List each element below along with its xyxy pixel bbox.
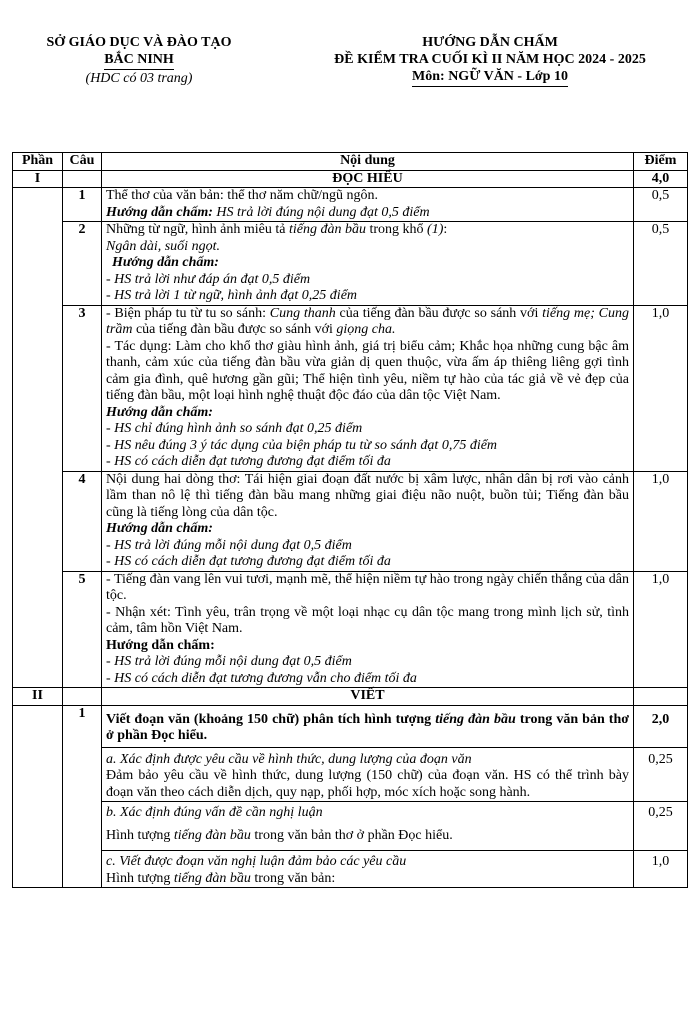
- text-emphasis: Cung thanh: [269, 305, 336, 321]
- question-score: 1,0: [634, 305, 688, 471]
- text-emphasis: tiếng đàn bầu: [288, 222, 366, 237]
- question-content: [102, 571, 634, 688]
- empty-cell: [63, 688, 102, 706]
- text-emphasis: tiếng mẹ; Cung trầm: [106, 305, 629, 337]
- guide-item: - HS có cách diễn đạt tương đương đạt điểm tối đa: [106, 454, 391, 469]
- answer-text: - Nhận xét: Tình yêu, trân trọng về một loại nhạc cụ dân tộc mang trong mình lịch sử, tình cảm, tâm hồn Việt Nam.: [106, 604, 629, 636]
- answer-text: Nội dung hai dòng thơ: Tái hiện giai đoạn đất nước bị xâm lược, nhân dân bị rơi vào cảnh lầm than nô lệ thì tiếng đàn bầu mang những giai điệu não nuột, buồn tủi; Tiếng đàn bầu cũng là tiếng lòng của dân tộc.: [106, 471, 629, 520]
- section-title: ĐỌC HIỂU: [102, 170, 634, 188]
- text-segment: - Biện pháp tu từ tu so sánh:: [106, 305, 270, 321]
- part-cell-empty: [13, 705, 63, 888]
- criterion-c: [102, 851, 634, 888]
- exam-title: ĐỀ KIỂM TRA CUỐI KÌ II NĂM HỌC 2024 - 2025: [334, 52, 646, 67]
- question-score: 0,5: [634, 222, 688, 306]
- table-row: [13, 188, 688, 222]
- text-segment: trong văn bản thơ ở phần Đọc hiểu.: [106, 711, 630, 743]
- section-title: VIẾT: [102, 688, 634, 706]
- table-row: [13, 851, 688, 888]
- writing-title: [102, 705, 634, 747]
- table-row: [13, 222, 688, 306]
- subject-line: Môn: NGỮ VĂN - Lớp 10: [412, 68, 568, 87]
- header-part: Phần: [13, 153, 63, 171]
- text-segment: Viết đoạn văn (khoảng 150 chữ) phân tích hình tượng: [106, 711, 436, 727]
- section-row-writing: [13, 688, 688, 706]
- table-row: [13, 802, 688, 851]
- grading-table: [12, 152, 688, 888]
- answer-text: - Tác dụng: Làm cho khổ thơ giàu hình ảnh, giá trị biểu cảm; Khắc họa những cung bậc âm thanh, cảm xúc của tiếng đàn bầu vừa giản dị quen thuộc, vừa ấm áp thiêng liêng gợi tình cảm gia đình, quê hương gần gũi; Thể hiện tình yêu, niềm tự hào của tác giả về vẻ đẹp của tiếng đàn bầu, một loại hình nghệ thuật độc đáo của dân tộc Việt Nam.: [106, 338, 629, 403]
- question-number: 2: [63, 222, 102, 306]
- question-content: [102, 222, 634, 306]
- question-content: [102, 471, 634, 571]
- guide-label: Hướng dẫn chấm:: [106, 404, 213, 420]
- header-score: Điểm: [634, 153, 688, 171]
- text-segment: trong văn bản:: [250, 870, 336, 886]
- text-emphasis: (1): [427, 222, 444, 237]
- question-score: 2,0: [634, 705, 688, 747]
- text-segment: Những từ ngữ, hình ảnh miêu tả: [106, 222, 289, 237]
- guide-item: - HS trả lời đúng mỗi nội dung đạt 0,5 điểm: [106, 654, 352, 669]
- header-right: [300, 34, 680, 87]
- question-score: 1,0: [634, 471, 688, 571]
- criterion-score: 0,25: [634, 802, 688, 851]
- text-segment: trong khổ: [365, 222, 428, 237]
- guide-item: - HS có cách diễn đạt tương đương đạt điểm tối đa: [106, 554, 391, 569]
- text-segment: trong văn bản thơ ở phần Đọc hiểu.: [250, 827, 453, 843]
- guide-label: Hướng dẫn chấm:: [106, 204, 213, 220]
- guide-label: Hướng dẫn chấm:: [106, 521, 213, 536]
- guide-title: HƯỚNG DẪN CHẤM: [422, 35, 558, 50]
- guide-label: Hướng dẫn chấm:: [106, 637, 215, 653]
- text-segment: :: [443, 222, 448, 237]
- criterion-text: Đảm bảo yêu cầu về hình thức, dung lượng (150 chữ) của đoạn văn. HS có thể trình bày đoạn văn theo cách diễn dịch, quy nạp, phối hợp, móc xích hoặc song hành.: [106, 768, 629, 800]
- text-emphasis: tiếng đàn bầu: [173, 870, 251, 886]
- section-part: I: [13, 170, 63, 188]
- guide-label: Hướng dẫn chấm:: [112, 255, 219, 270]
- table-row: [13, 305, 688, 471]
- province-name: BẮC NINH: [104, 51, 174, 70]
- text-emphasis: tiếng đàn bầu: [173, 827, 251, 843]
- answer-text: Ngân dài, suối ngọt.: [106, 238, 220, 254]
- table-row: [13, 571, 688, 688]
- question-number: 1: [63, 705, 102, 888]
- empty-cell: [634, 688, 688, 706]
- header-content: Nội dung: [102, 153, 634, 171]
- text-segment: của tiếng đàn bầu được so sánh với: [335, 305, 543, 321]
- question-number: 1: [63, 188, 102, 222]
- header-question: Câu: [63, 153, 102, 171]
- guide-item: - HS có cách diễn đạt tương đương vẫn cho điểm tối đa: [106, 670, 417, 686]
- question-content: [102, 188, 634, 222]
- criterion-label: a. Xác định được yêu cầu về hình thức, dung lượng của đoạn văn: [106, 751, 472, 767]
- question-content: [102, 305, 634, 471]
- section-row-reading: [13, 170, 688, 188]
- question-number: 5: [63, 571, 102, 688]
- text-segment: Hình tượng: [106, 827, 174, 843]
- guide-item: - HS nêu đúng 3 ý tác dụng của biện pháp tu từ so sánh đạt 0,75 điểm: [106, 437, 498, 453]
- criterion-a: [102, 747, 634, 802]
- guide-item: - HS trả lời đúng mỗi nội dung đạt 0,5 điểm: [106, 537, 352, 553]
- table-header-row: [13, 153, 688, 171]
- header-left: [14, 34, 264, 87]
- criterion-score: 0,25: [634, 747, 688, 802]
- text-segment: Hình tượng: [106, 870, 174, 886]
- guide-item: - HS chỉ đúng hình ảnh so sánh đạt 0,25 điểm: [106, 421, 363, 436]
- text-emphasis: giọng cha.: [336, 322, 396, 337]
- guide-item: - HS trả lời như đáp án đạt 0,5 điểm: [106, 271, 311, 287]
- criterion-label: c. Viết được đoạn văn nghị luận đảm bảo các yêu cầu: [106, 854, 407, 869]
- text-segment: của tiếng đàn bầu được so sánh với: [132, 322, 337, 337]
- part-cell-empty: [13, 188, 63, 688]
- answer-text: - Tiếng đàn vang lên vui tươi, mạnh mẽ, thể hiện niềm tự hào trong ngày chiến thắng của dân tộc.: [106, 571, 629, 603]
- answer-text: Thể thơ của văn bản: thể thơ năm chữ/ngũ ngôn.: [106, 188, 378, 203]
- section-score: 4,0: [634, 170, 688, 188]
- table-row: [13, 705, 688, 747]
- question-number: 4: [63, 471, 102, 571]
- criterion-label: b. Xác định đúng vấn đề cần nghị luận: [106, 805, 323, 820]
- text-emphasis: tiếng đàn bầu: [435, 711, 516, 727]
- pages-note: (HDC có 03 trang): [85, 71, 193, 86]
- empty-cell: [63, 170, 102, 188]
- table-row: [13, 471, 688, 571]
- guide-text: HS trả lời đúng nội dung đạt 0,5 điểm: [212, 204, 430, 220]
- criterion-score: 1,0: [634, 851, 688, 888]
- question-score: 1,0: [634, 571, 688, 688]
- criterion-b: [102, 802, 634, 851]
- question-score: 0,5: [634, 188, 688, 222]
- table-row: [13, 747, 688, 802]
- department-name: SỞ GIÁO DỤC VÀ ĐÀO TẠO: [46, 35, 232, 50]
- guide-item: - HS trả lời 1 từ ngữ, hình ảnh đạt 0,25 điểm: [106, 288, 358, 303]
- section-part: II: [13, 688, 63, 706]
- question-number: 3: [63, 305, 102, 471]
